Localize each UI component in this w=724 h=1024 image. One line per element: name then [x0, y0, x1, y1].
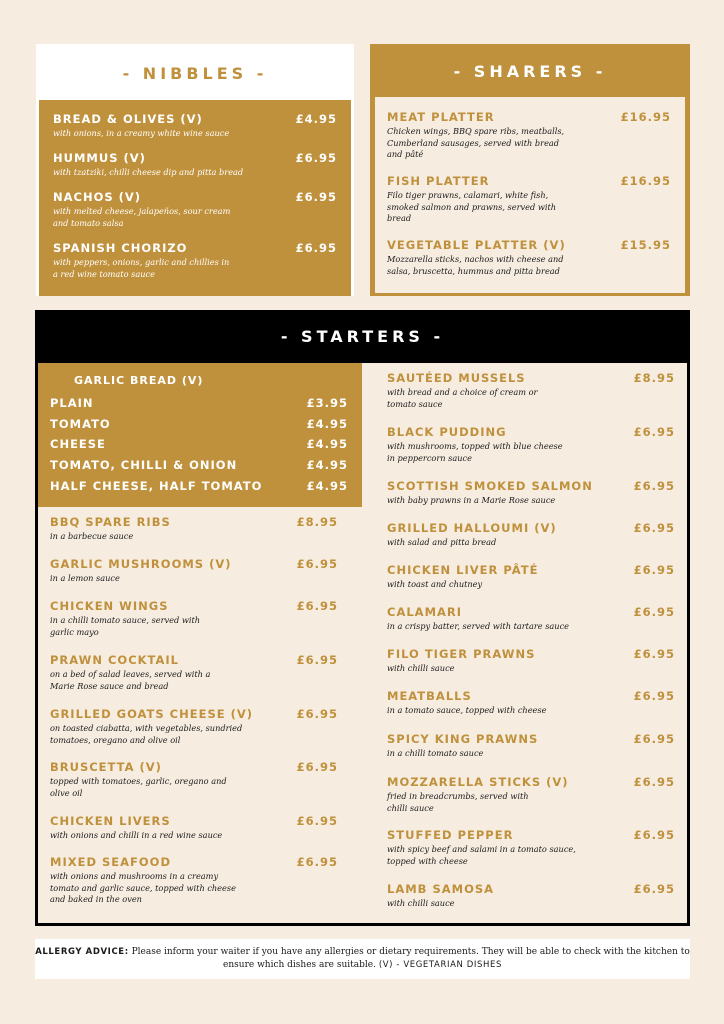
item-name: MEATBALLS — [387, 689, 472, 703]
item-description: in a chilli tomato sauce, served with garlic mayo — [50, 615, 201, 637]
item-description: with tzatziki, chilli cheese dip and pitta bread — [53, 167, 244, 177]
item-description: in a crispy batter, served with tartare sauce — [387, 621, 570, 631]
item-description: in a chilli tomato sauce — [387, 748, 484, 758]
item-price: £6.95 — [296, 814, 338, 828]
starters-section — [35, 310, 690, 926]
menu-item — [50, 855, 338, 906]
menu-item — [387, 238, 671, 302]
item-name: NACHOS (V) — [53, 190, 142, 204]
menu-item — [387, 605, 675, 647]
item-price: £6.95 — [633, 775, 675, 789]
item-description: with onions and chilli in a red wine sauce — [50, 830, 223, 840]
menu-item — [53, 241, 337, 280]
item-description: with spicy beef and salami in a tomato sauce, topped with cheese — [387, 844, 576, 866]
vegetarian-note: (V) - VEGETARIAN DISHES — [378, 960, 502, 970]
item-price: £6.95 — [633, 479, 675, 493]
menu-item — [50, 707, 338, 760]
menu-item — [387, 174, 671, 238]
item-name: GRILLED HALLOUMI (V) — [387, 521, 557, 535]
allergy-advice — [35, 939, 690, 979]
item-name: FISH PLATTER — [387, 174, 490, 188]
menu-item — [387, 110, 671, 174]
item-price: £16.95 — [620, 174, 671, 188]
item-description: on toasted ciabatta, with vegetables, sundried tomatoes, oregano and olive oil — [50, 723, 243, 745]
sharers-list — [375, 97, 685, 293]
item-price: £6.95 — [296, 855, 338, 869]
menu-item — [53, 151, 337, 190]
item-price: £6.95 — [633, 425, 675, 439]
menu-item — [387, 479, 675, 521]
garlic-bread-heading: GARLIC BREAD (V) — [74, 374, 204, 387]
menu-item — [50, 653, 338, 707]
menu-item — [50, 515, 338, 557]
menu-item — [387, 371, 675, 425]
menu-item — [387, 882, 675, 910]
item-price: £6.95 — [633, 647, 675, 661]
starters-body — [38, 363, 687, 923]
item-price: £4.95 — [306, 437, 348, 452]
menu-item — [387, 521, 675, 563]
item-name: MOZZARELLA STICKS (V) — [387, 775, 569, 789]
item-description: in a lemon sauce — [50, 573, 120, 583]
item-price: £4.95 — [306, 478, 348, 493]
item-description: Chicken wings, BBQ spare ribs, meatballs, Cumberland sausages, served with bread and pâté — [387, 126, 565, 159]
garlic-bread-option — [50, 417, 348, 438]
menu-item — [50, 557, 338, 599]
item-name: GARLIC MUSHROOMS (V) — [50, 557, 232, 571]
item-price: £4.95 — [295, 112, 337, 126]
menu-item — [387, 563, 675, 605]
menu-item — [387, 828, 675, 882]
menu-item — [387, 425, 675, 479]
item-price: £6.95 — [633, 521, 675, 535]
item-description: in a tomato sauce, topped with cheese — [387, 705, 547, 715]
item-price: £6.95 — [633, 563, 675, 577]
sharers-title: - SHARERS - — [453, 62, 607, 81]
item-price: £6.95 — [295, 241, 337, 255]
item-description: with salad and pitta bread — [387, 537, 497, 547]
menu-item — [387, 647, 675, 689]
item-description: with onions and mushrooms in a creamy tomato and garlic sauce, topped with cheese and baked in the oven — [50, 871, 236, 904]
item-name: MEAT PLATTER — [387, 110, 495, 124]
item-price: £6.95 — [633, 882, 675, 896]
item-name: BLACK PUDDING — [387, 425, 507, 439]
menu-item — [50, 814, 338, 855]
menu-item — [387, 775, 675, 828]
item-name: BBQ SPARE RIBS — [50, 515, 171, 529]
item-price: £6.95 — [296, 760, 338, 774]
item-name: CHEESE — [50, 437, 106, 452]
item-description: with toast and chutney — [387, 579, 483, 589]
item-name: CHICKEN LIVER PÂTÉ — [387, 563, 539, 577]
item-name: PRAWN COCKTAIL — [50, 653, 180, 667]
nibbles-section — [36, 44, 354, 296]
item-description: Mozzarella sticks, nachos with cheese and salsa, bruscetta, hummus and pitta bread — [387, 254, 564, 276]
item-price: £15.95 — [620, 238, 671, 252]
item-name: SPANISH CHORIZO — [53, 241, 188, 255]
menu-item — [53, 190, 337, 241]
item-price: £3.95 — [306, 396, 348, 410]
item-price: £6.95 — [296, 707, 338, 721]
nibbles-list — [39, 100, 351, 296]
item-name: GRILLED GOATS CHEESE (V) — [50, 707, 254, 721]
item-price: £6.95 — [633, 605, 675, 619]
item-description: fried in breadcrumbs, served with chilli sauce — [387, 791, 529, 813]
starters-right-column — [387, 371, 675, 910]
item-name: STUFFED PEPPER — [387, 828, 514, 842]
garlic-bread-box — [38, 363, 362, 507]
allergy-label: ALLERGY ADVICE: — [35, 947, 129, 957]
garlic-bread-option — [50, 479, 348, 500]
starters-title: - STARTERS - — [280, 327, 445, 346]
item-name: BRUSCETTA (V) — [50, 760, 162, 774]
item-name: MIXED SEAFOOD — [50, 855, 171, 869]
garlic-bread-option — [50, 458, 348, 479]
item-price: £8.95 — [633, 371, 675, 385]
item-description: with peppers, onions, garlic and chillies in a red wine tomato sauce — [53, 257, 230, 279]
item-description: on a bed of salad leaves, served with a Marie Rose sauce and bread — [50, 669, 211, 691]
item-price: £6.95 — [633, 689, 675, 703]
nibbles-title: - NIBBLES - — [122, 64, 268, 83]
item-description: with chilli sauce — [387, 663, 455, 673]
item-price: £8.95 — [296, 515, 338, 529]
garlic-bread-option — [50, 396, 348, 417]
item-name: SCOTTISH SMOKED SALMON — [387, 479, 593, 493]
item-name: VEGETABLE PLATTER (V) — [387, 238, 566, 252]
item-description: Filo tiger prawns, calamari, white fish, smoked salmon and prawns, served with bread — [387, 190, 557, 223]
item-price: £6.95 — [296, 599, 338, 613]
item-name: CALAMARI — [387, 605, 463, 619]
sharers-section — [370, 44, 690, 296]
item-description: with mushrooms, topped with blue cheese in peppercorn sauce — [387, 441, 563, 463]
item-price: £6.95 — [296, 653, 338, 667]
item-description: in a barbecue sauce — [50, 531, 134, 541]
menu-item — [387, 689, 675, 732]
item-price: £6.95 — [633, 732, 675, 746]
item-description: with melted cheese, jalapeños, sour cream and tomato salsa — [53, 206, 231, 228]
menu-item — [50, 760, 338, 814]
item-name: HUMMUS (V) — [53, 151, 146, 165]
item-name: SAUTÉED MUSSELS — [387, 371, 526, 385]
item-name: SPICY KING PRAWNS — [387, 732, 539, 746]
item-name: PLAIN — [50, 396, 94, 410]
item-name: BREAD & OLIVES (V) — [53, 112, 203, 126]
menu-item — [53, 112, 337, 151]
item-description: with onions, in a creamy white wine sauce — [53, 128, 230, 138]
starters-left-column — [50, 515, 338, 906]
item-price: £16.95 — [620, 110, 671, 124]
item-description: topped with tomatoes, garlic, oregano and olive oil — [50, 776, 227, 798]
item-name: LAMB SAMOSA — [387, 882, 495, 896]
menu-item — [50, 599, 338, 653]
item-price: £6.95 — [295, 151, 337, 165]
allergy-text: Please inform your waiter if you have any allergies or dietary requirements. They will be able to check with the kitchen to ensure which dishes are suitable. — [131, 947, 690, 970]
item-description: with chilli sauce — [387, 898, 455, 908]
garlic-bread-option — [50, 437, 348, 458]
item-name: FILO TIGER PRAWNS — [387, 647, 536, 661]
item-price: £6.95 — [295, 190, 337, 204]
item-name: CHICKEN WINGS — [50, 599, 169, 613]
item-name: TOMATO — [50, 416, 111, 431]
item-price: £4.95 — [306, 416, 348, 431]
item-description: with baby prawns in a Marie Rose sauce — [387, 495, 556, 505]
menu-item — [387, 732, 675, 775]
item-price: £6.95 — [296, 557, 338, 571]
item-price: £6.95 — [633, 828, 675, 842]
item-name: HALF CHEESE, HALF TOMATO — [50, 478, 263, 493]
item-name: CHICKEN LIVERS — [50, 814, 171, 828]
item-description: with bread and a choice of cream or tomato sauce — [387, 387, 538, 409]
item-name: TOMATO, CHILLI & ONION — [50, 458, 238, 473]
item-price: £4.95 — [306, 458, 348, 473]
